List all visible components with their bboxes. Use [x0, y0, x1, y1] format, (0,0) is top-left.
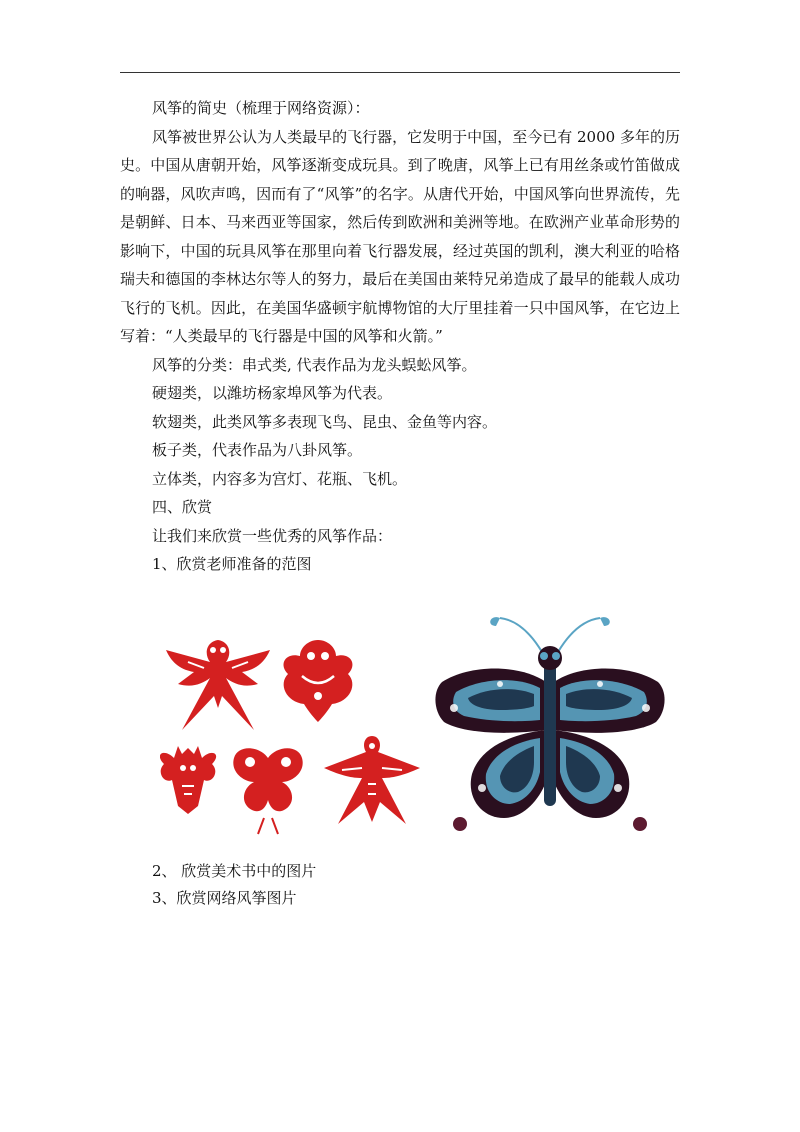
paragraph-soft-wing: 软翅类，此类风筝多表现飞鸟、昆虫、金鱼等内容。 [152, 412, 498, 431]
heart-kite [284, 640, 353, 722]
paragraph-title: 风筝的简史（梳理于网络资源）： [152, 99, 370, 117]
header-rule [120, 72, 680, 73]
butterfly-body [544, 656, 556, 806]
paragraph-intro: 让我们来欣赏一些优秀的风筝作品： [152, 526, 393, 545]
butterfly-papercut-kite [233, 748, 302, 834]
bird-kite [324, 736, 420, 824]
swallow-kite [166, 640, 270, 730]
bat-kite [160, 746, 216, 814]
section-heading-appreciation: 四、欣赏 [152, 498, 213, 516]
paragraph-3d: 立体类，内容多为宫灯、花瓶、飞机。 [152, 469, 408, 488]
paragraph-item-2: 2、 欣赏美术书中的图片 [152, 862, 317, 880]
paragraph-hard-wing: 硬翅类，以潍坊杨家埠风筝为代表。 [152, 384, 393, 402]
paragraph-classification: 风筝的分类：串式类, 代表作品为龙头蜈蚣风筝。 [152, 355, 477, 374]
papercut-kites-image [160, 628, 430, 838]
butterfly-kite-image [430, 612, 670, 844]
after-figures-text [120, 858, 680, 912]
paragraph-history: 风筝被世界公认为人类最早的飞行器，它发明于中国，至今已有 2000 多年的历史。中国从唐朝开始，风筝逐渐变成玩具。到了晚唐，风筝上已有用丝条或竹笛做成的响器，风吹声鸣，因而有了“风筝”的名字。从唐代开始，中国风筝向世界流传，先是朝鲜、日本、马来西亚等国家，然后传到欧洲和美洲等地。在欧洲产业革命形势的影响下，中国的玩具风筝在那里向着飞行器发展，经过英国的凯利，澳大利亚的哈格瑞夫和德国的李林达尔等人的努力，最后在美国由莱特兄弟造成了最早的能载人成功飞行的飞机。因此，在美国华盛顿宇航博物馆的大厅里挂着一只中国风筝，在它边上写着：“人类最早的飞行器是中国的风筝和火箭。” [120, 127, 680, 345]
body-text [120, 94, 680, 579]
paragraph-item-1: 1、欣赏老师准备的范图 [152, 555, 312, 573]
paragraph-board: 板子类，代表作品为八卦风筝。 [152, 441, 363, 459]
paragraph-item-3: 3、欣赏网络风筝图片 [152, 889, 297, 907]
